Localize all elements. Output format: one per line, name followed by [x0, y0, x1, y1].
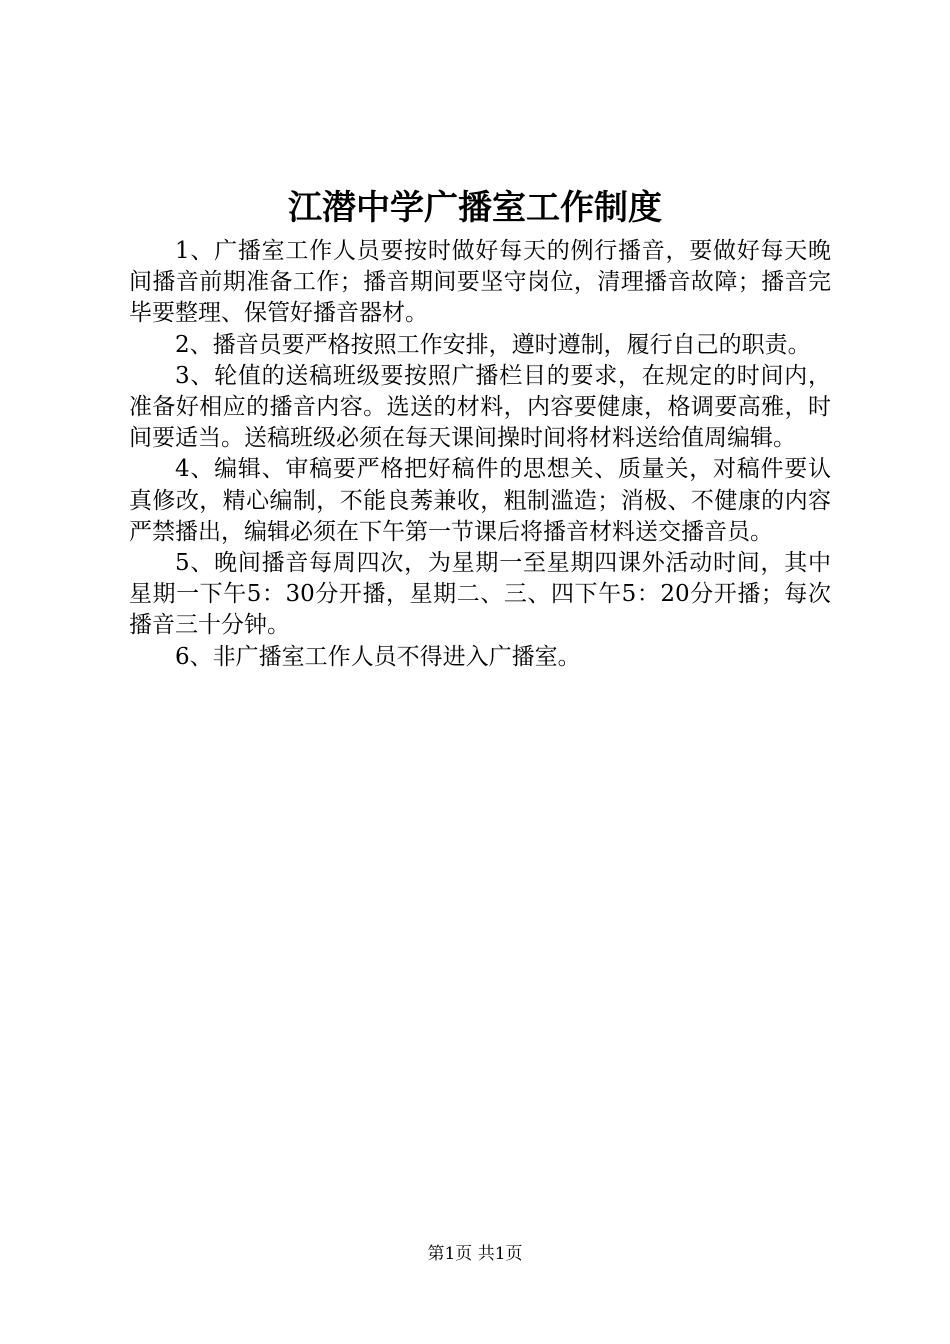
paragraph-1: 1、广播室工作人员要按时做好每天的例行播音，要做好每天晚间播音前期准备工作；播音期间要坚守岗位，清理播音故障；播音完毕要整理、保管好播音器材。	[129, 238, 831, 327]
page-footer: 第1页 共1页	[427, 1244, 523, 1264]
paragraph-5: 5、晚间播音每周四次，为星期一至星期四课外活动时间，其中星期一下午5：30分开播，星期二、三、四下午5：20分开播；每次播音三十分钟。	[129, 550, 831, 639]
document-title: 江潜中学广播室工作制度	[288, 188, 662, 228]
paragraph-4: 4、编辑、审稿要严格把好稿件的思想关、质量关，对稿件要认真修改，精心编制，不能良莠兼收，粗制滥造；消极、不健康的内容严禁播出，编辑必须在下午第一节课后将播音材料送交播音员。	[129, 456, 831, 545]
document-body	[129, 236, 831, 673]
paragraph-2: 2、播音员要严格按照工作安排，遵时遵制，履行自己的职责。	[175, 331, 811, 358]
paragraph-3: 3、轮值的送稿班级要按照广播栏目的要求，在规定的时间内，准备好相应的播音内容。选送的材料，内容要健康，格调要高雅，时间要适当。送稿班级必须在每天课间操时间将材料送给值周编辑。	[129, 362, 831, 452]
paragraph-6: 6、非广播室工作人员不得进入广播室。	[175, 643, 581, 670]
